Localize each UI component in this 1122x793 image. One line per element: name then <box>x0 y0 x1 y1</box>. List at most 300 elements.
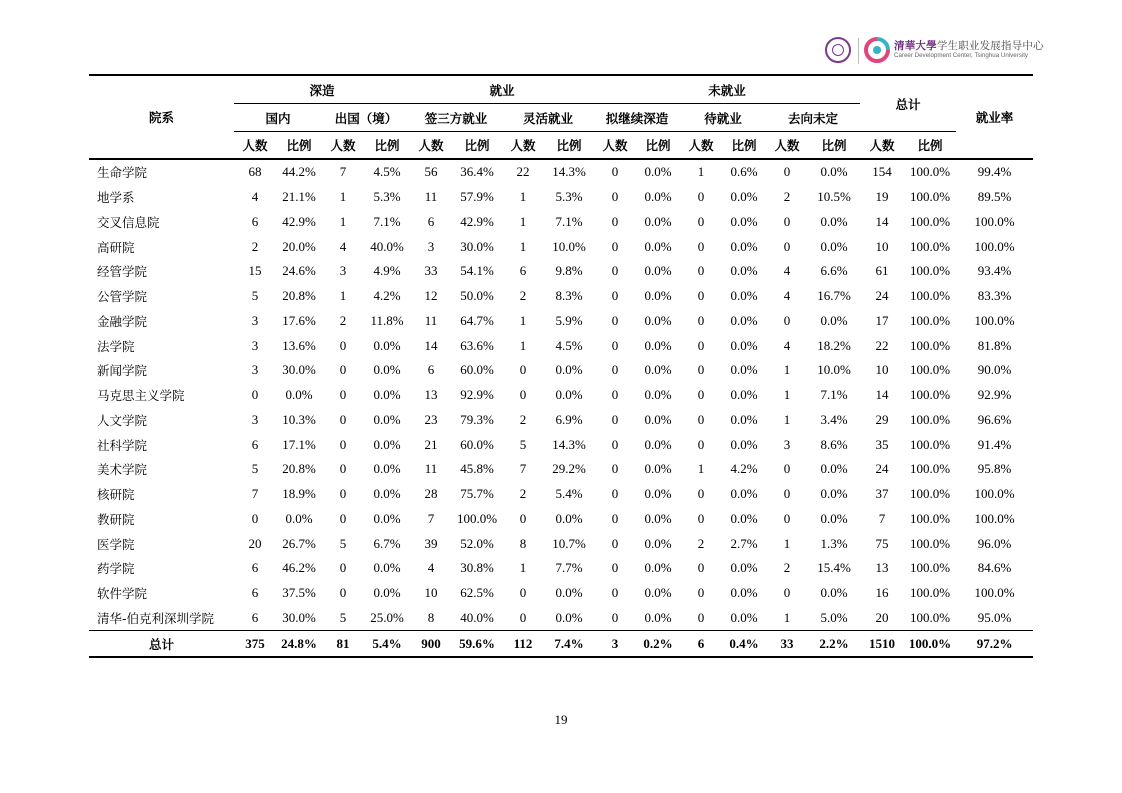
table-row <box>89 234 1033 259</box>
department-cell: 新闻学院 <box>97 363 148 379</box>
value-cell: 100.0% <box>974 510 1015 526</box>
value-cell: 0 <box>611 337 619 353</box>
value-cell: 100.0% <box>910 436 951 452</box>
value-cell: 100.0% <box>974 312 1015 328</box>
value-cell: 0 <box>697 585 705 601</box>
subheader-ratio: 比例 <box>904 132 956 160</box>
subheader-count: 人数 <box>594 132 636 160</box>
value-cell: 90.0% <box>977 362 1012 378</box>
table-row <box>89 432 1033 457</box>
value-cell: 50.0% <box>460 288 494 304</box>
value-cell: 0 <box>339 362 347 378</box>
value-cell: 2 <box>251 238 259 254</box>
value-cell: 91.4% <box>977 436 1012 452</box>
table-row <box>89 507 1033 532</box>
department-cell: 社科学院 <box>97 437 148 453</box>
value-cell: 7 <box>251 486 259 502</box>
header-department: 院系 <box>89 75 234 159</box>
department-cell: 金融学院 <box>97 313 148 329</box>
department-cell: 公管学院 <box>97 289 148 305</box>
value-cell: 3.4% <box>820 411 848 427</box>
subheader-ratio: 比例 <box>636 132 680 160</box>
value-cell: 5.3% <box>373 189 401 205</box>
value-cell: 0 <box>783 164 791 180</box>
value-cell: 2 <box>697 535 705 551</box>
table-row <box>89 408 1033 433</box>
value-cell: 0.0% <box>555 585 583 601</box>
value-cell: 0.0% <box>373 585 401 601</box>
value-cell: 2 <box>783 189 791 205</box>
value-cell: 0.0% <box>373 387 401 403</box>
value-cell: 0 <box>611 535 619 551</box>
value-cell: 61 <box>875 263 889 279</box>
value-cell: 0 <box>697 486 705 502</box>
value-cell: 11 <box>424 461 438 477</box>
value-cell: 0.0% <box>644 337 672 353</box>
table-row <box>89 531 1033 556</box>
value-cell: 0 <box>611 362 619 378</box>
value-cell: 0.2% <box>636 631 680 658</box>
value-cell: 0 <box>697 362 705 378</box>
value-cell: 95.0% <box>977 609 1012 625</box>
value-cell: 0.0% <box>644 263 672 279</box>
value-cell: 0.0% <box>820 510 848 526</box>
value-cell: 0.0% <box>644 164 672 180</box>
subheader-ratio: 比例 <box>544 132 594 160</box>
value-cell: 0.0% <box>820 461 848 477</box>
subheader-ratio: 比例 <box>276 132 322 160</box>
value-cell: 83.3% <box>977 288 1012 304</box>
value-cell: 10.7% <box>552 535 586 551</box>
value-cell: 7 <box>519 461 527 477</box>
value-cell: 100.0% <box>910 312 951 328</box>
value-cell: 100.0% <box>910 510 951 526</box>
value-cell: 11.8% <box>370 312 404 328</box>
value-cell: 52.0% <box>460 535 494 551</box>
value-cell: 100.0% <box>910 213 951 229</box>
value-cell: 1 <box>519 213 527 229</box>
department-cell: 美术学院 <box>97 462 148 478</box>
value-cell: 10 <box>424 585 438 601</box>
value-cell: 29 <box>875 411 889 427</box>
value-cell: 2 <box>519 486 527 502</box>
value-cell: 0 <box>697 510 705 526</box>
value-cell: 0.0% <box>373 461 401 477</box>
value-cell: 1 <box>339 189 347 205</box>
value-cell: 46.2% <box>282 560 316 576</box>
value-cell: 0 <box>697 213 705 229</box>
value-cell: 30.8% <box>460 560 494 576</box>
page-number: 19 <box>554 712 568 727</box>
value-cell: 92.9% <box>977 387 1012 403</box>
value-cell: 4.5% <box>373 164 401 180</box>
value-cell: 100.0% <box>910 486 951 502</box>
value-cell: 7.4% <box>544 631 594 658</box>
value-cell: 1 <box>697 461 705 477</box>
value-cell: 0 <box>251 387 259 403</box>
header-planned: 拟继续深造 <box>594 104 680 132</box>
value-cell: 4 <box>427 560 435 576</box>
value-cell: 0 <box>611 436 619 452</box>
value-cell: 84.6% <box>977 560 1012 576</box>
value-cell: 17 <box>875 312 889 328</box>
value-cell: 0.0% <box>730 312 758 328</box>
value-cell: 0.0% <box>644 213 672 229</box>
value-cell: 154 <box>872 164 892 180</box>
table-row <box>89 358 1033 383</box>
value-cell: 0.0% <box>730 436 758 452</box>
value-cell: 5.3% <box>555 189 583 205</box>
value-cell: 5 <box>519 436 527 452</box>
total-row <box>89 631 1033 658</box>
value-cell: 6.9% <box>555 411 583 427</box>
value-cell: 24.8% <box>276 631 322 658</box>
value-cell: 7.7% <box>555 560 583 576</box>
value-cell: 14.3% <box>552 436 586 452</box>
value-cell: 59.6% <box>452 631 502 658</box>
value-cell: 89.5% <box>977 189 1012 205</box>
department-cell: 高研院 <box>97 239 135 255</box>
value-cell: 7 <box>339 164 347 180</box>
subheader-count: 人数 <box>766 132 808 160</box>
header-signed: 签三方就业 <box>410 104 502 132</box>
value-cell: 17.1% <box>282 436 316 452</box>
value-cell: 6 <box>680 631 722 658</box>
value-cell: 75.7% <box>460 486 494 502</box>
value-cell: 0 <box>783 238 791 254</box>
subheader-count: 人数 <box>322 132 364 160</box>
subheader-count: 人数 <box>680 132 722 160</box>
department-cell: 核研院 <box>97 487 135 503</box>
value-cell: 3 <box>594 631 636 658</box>
value-cell: 1 <box>519 189 527 205</box>
value-cell: 25.0% <box>370 609 404 625</box>
value-cell: 6 <box>427 213 435 229</box>
department-cell: 清华-伯克利深圳学院 <box>97 610 215 626</box>
value-cell: 0 <box>611 213 619 229</box>
header-group-employment: 就业 <box>410 75 594 104</box>
value-cell: 10.0% <box>552 238 586 254</box>
value-cell: 0 <box>611 560 619 576</box>
department-cell: 地学系 <box>97 190 135 206</box>
value-cell: 4.5% <box>555 337 583 353</box>
department-cell: 人文学院 <box>97 412 148 428</box>
value-cell: 6 <box>251 213 259 229</box>
value-cell: 0.0% <box>373 510 401 526</box>
value-cell: 97.2% <box>956 631 1033 658</box>
table-row <box>89 383 1033 408</box>
department-cell: 药学院 <box>97 561 135 577</box>
value-cell: 0.0% <box>820 486 848 502</box>
value-cell: 0 <box>611 164 619 180</box>
value-cell: 0.0% <box>644 560 672 576</box>
value-cell: 4 <box>783 337 791 353</box>
value-cell: 0 <box>339 510 347 526</box>
value-cell: 0 <box>697 436 705 452</box>
value-cell: 35 <box>875 436 889 452</box>
value-cell: 0.0% <box>644 238 672 254</box>
header-rate: 就业率 <box>956 75 1033 159</box>
value-cell: 6 <box>251 560 259 576</box>
value-cell: 0 <box>611 585 619 601</box>
value-cell: 0.0% <box>730 263 758 279</box>
value-cell: 37 <box>875 486 889 502</box>
value-cell: 0.0% <box>644 436 672 452</box>
value-cell: 8.3% <box>555 288 583 304</box>
value-cell: 11 <box>424 312 438 328</box>
value-cell: 0.0% <box>644 510 672 526</box>
department-cell: 马克思主义学院 <box>97 388 185 404</box>
value-cell: 3 <box>251 411 259 427</box>
value-cell: 6 <box>427 362 435 378</box>
value-cell: 1 <box>783 609 791 625</box>
value-cell: 0 <box>339 585 347 601</box>
header-waiting: 待就业 <box>680 104 766 132</box>
value-cell: 4 <box>339 238 347 254</box>
value-cell: 0.0% <box>644 189 672 205</box>
table-row <box>89 159 1033 185</box>
value-cell: 36.4% <box>460 164 494 180</box>
department-cell: 交叉信息院 <box>97 214 160 230</box>
value-cell: 0.0% <box>285 387 313 403</box>
value-cell: 54.1% <box>460 263 494 279</box>
subheader-count: 人数 <box>410 132 452 160</box>
value-cell: 0.0% <box>730 288 758 304</box>
value-cell: 15 <box>248 263 262 279</box>
value-cell: 0 <box>611 288 619 304</box>
value-cell: 10 <box>875 238 889 254</box>
value-cell: 1 <box>519 560 527 576</box>
value-cell: 0.0% <box>373 411 401 427</box>
value-cell: 96.6% <box>977 411 1012 427</box>
value-cell: 0.0% <box>644 387 672 403</box>
value-cell: 0 <box>339 461 347 477</box>
department-cell: 医学院 <box>97 536 135 552</box>
value-cell: 0 <box>697 312 705 328</box>
value-cell: 6 <box>251 585 259 601</box>
value-cell: 1 <box>339 288 347 304</box>
value-cell: 14 <box>424 337 438 353</box>
value-cell: 10.5% <box>817 189 851 205</box>
value-cell: 93.4% <box>977 263 1012 279</box>
value-cell: 9.8% <box>555 263 583 279</box>
value-cell: 18.2% <box>817 337 851 353</box>
value-cell: 6.6% <box>820 263 848 279</box>
value-cell: 75 <box>875 535 889 551</box>
value-cell: 33 <box>766 631 808 658</box>
value-cell: 0.0% <box>730 213 758 229</box>
table-row <box>89 284 1033 309</box>
value-cell: 21.1% <box>282 189 316 205</box>
value-cell: 100.0% <box>910 411 951 427</box>
value-cell: 79.3% <box>460 411 494 427</box>
value-cell: 44.2% <box>282 164 316 180</box>
value-cell: 0.0% <box>730 362 758 378</box>
value-cell: 375 <box>234 631 276 658</box>
value-cell: 0 <box>339 387 347 403</box>
value-cell: 20.8% <box>282 288 316 304</box>
value-cell: 3 <box>783 436 791 452</box>
table-row <box>89 210 1033 235</box>
value-cell: 100.0% <box>910 337 951 353</box>
value-cell: 81 <box>322 631 364 658</box>
table-row <box>89 606 1033 631</box>
value-cell: 10.0% <box>817 362 851 378</box>
department-cell: 总计 <box>89 631 234 658</box>
value-cell: 24 <box>875 461 889 477</box>
value-cell: 3 <box>427 238 435 254</box>
value-cell: 10 <box>875 362 889 378</box>
value-cell: 4 <box>251 189 259 205</box>
value-cell: 4 <box>783 263 791 279</box>
value-cell: 7 <box>878 510 886 526</box>
value-cell: 13 <box>875 560 889 576</box>
value-cell: 0 <box>783 486 791 502</box>
value-cell: 0 <box>611 387 619 403</box>
value-cell: 92.9% <box>460 387 494 403</box>
table-row <box>89 309 1033 334</box>
value-cell: 5 <box>339 535 347 551</box>
subheader-ratio: 比例 <box>722 132 766 160</box>
value-cell: 22 <box>516 164 530 180</box>
value-cell: 100.0% <box>910 263 951 279</box>
value-cell: 0.0% <box>644 312 672 328</box>
value-cell: 112 <box>502 631 544 658</box>
value-cell: 2.7% <box>730 535 758 551</box>
value-cell: 13 <box>424 387 438 403</box>
header-total: 总计 <box>860 75 956 132</box>
value-cell: 0 <box>339 560 347 576</box>
value-cell: 62.5% <box>460 585 494 601</box>
value-cell: 7 <box>427 510 435 526</box>
table-row <box>89 333 1033 358</box>
value-cell: 30.0% <box>282 362 316 378</box>
value-cell: 0.0% <box>644 585 672 601</box>
value-cell: 100.0% <box>974 486 1015 502</box>
value-cell: 100.0% <box>910 585 951 601</box>
value-cell: 100.0% <box>974 238 1015 254</box>
department-cell: 经管学院 <box>97 264 148 280</box>
value-cell: 0.0% <box>555 387 583 403</box>
table-row <box>89 556 1033 581</box>
value-cell: 17.6% <box>282 312 316 328</box>
value-cell: 0.0% <box>730 387 758 403</box>
university-seal-icon <box>825 37 851 63</box>
value-cell: 1 <box>697 164 705 180</box>
value-cell: 37.5% <box>282 585 316 601</box>
value-cell: 0.0% <box>730 411 758 427</box>
department-cell: 教研院 <box>97 511 135 527</box>
value-cell: 40.0% <box>460 609 494 625</box>
value-cell: 16.7% <box>817 288 851 304</box>
value-cell: 0 <box>519 585 527 601</box>
value-cell: 0.0% <box>730 486 758 502</box>
value-cell: 0 <box>519 609 527 625</box>
value-cell: 0 <box>611 238 619 254</box>
value-cell: 100.0% <box>974 585 1015 601</box>
value-cell: 5 <box>339 609 347 625</box>
value-cell: 20.8% <box>282 461 316 477</box>
value-cell: 1 <box>519 337 527 353</box>
value-cell: 1 <box>783 362 791 378</box>
value-cell: 1 <box>783 387 791 403</box>
value-cell: 0 <box>339 337 347 353</box>
value-cell: 0.0% <box>373 560 401 576</box>
value-cell: 0.0% <box>820 585 848 601</box>
value-cell: 0 <box>339 436 347 452</box>
value-cell: 0.4% <box>722 631 766 658</box>
value-cell: 33 <box>424 263 438 279</box>
department-cell: 法学院 <box>97 338 135 354</box>
value-cell: 21 <box>424 436 438 452</box>
career-center-logo-icon <box>864 37 890 63</box>
value-cell: 18.9% <box>282 486 316 502</box>
value-cell: 0 <box>339 486 347 502</box>
value-cell: 0 <box>519 510 527 526</box>
value-cell: 99.4% <box>977 164 1012 180</box>
value-cell: 0 <box>611 312 619 328</box>
value-cell: 19 <box>875 189 889 205</box>
value-cell: 2 <box>783 560 791 576</box>
value-cell: 60.0% <box>460 436 494 452</box>
value-cell: 81.8% <box>977 337 1012 353</box>
value-cell: 0.0% <box>730 510 758 526</box>
value-cell: 60.0% <box>460 362 494 378</box>
value-cell: 0 <box>783 312 791 328</box>
value-cell: 0 <box>697 337 705 353</box>
value-cell: 0.0% <box>373 337 401 353</box>
value-cell: 1 <box>519 312 527 328</box>
value-cell: 0.0% <box>285 510 313 526</box>
value-cell: 100.0% <box>910 238 951 254</box>
value-cell: 0 <box>783 510 791 526</box>
value-cell: 20.0% <box>282 238 316 254</box>
value-cell: 3 <box>251 362 259 378</box>
value-cell: 0 <box>339 411 347 427</box>
value-cell: 0.0% <box>820 213 848 229</box>
value-cell: 0.0% <box>730 337 758 353</box>
value-cell: 0.0% <box>644 362 672 378</box>
table-row <box>89 482 1033 507</box>
value-cell: 0 <box>611 486 619 502</box>
value-cell: 0.0% <box>373 486 401 502</box>
department-cell: 软件学院 <box>97 586 148 602</box>
value-cell: 14.3% <box>552 164 586 180</box>
value-cell: 1 <box>519 238 527 254</box>
value-cell: 45.8% <box>460 461 494 477</box>
value-cell: 100.0% <box>910 387 951 403</box>
value-cell: 8 <box>519 535 527 551</box>
value-cell: 7.1% <box>555 213 583 229</box>
value-cell: 100.0% <box>456 510 498 526</box>
value-cell: 100.0% <box>910 362 951 378</box>
value-cell: 0.0% <box>373 362 401 378</box>
header-group-unemployed: 未就业 <box>594 75 860 104</box>
value-cell: 20 <box>248 535 262 551</box>
value-cell: 16 <box>875 585 889 601</box>
subheader-count: 人数 <box>234 132 276 160</box>
subheader-ratio: 比例 <box>808 132 860 160</box>
value-cell: 4 <box>783 288 791 304</box>
value-cell: 0 <box>519 387 527 403</box>
value-cell: 13.6% <box>282 337 316 353</box>
table-row <box>89 185 1033 210</box>
value-cell: 8.6% <box>820 436 848 452</box>
value-cell: 100.0% <box>910 164 951 180</box>
value-cell: 30.0% <box>282 609 316 625</box>
value-cell: 0 <box>697 609 705 625</box>
value-cell: 0.0% <box>644 486 672 502</box>
